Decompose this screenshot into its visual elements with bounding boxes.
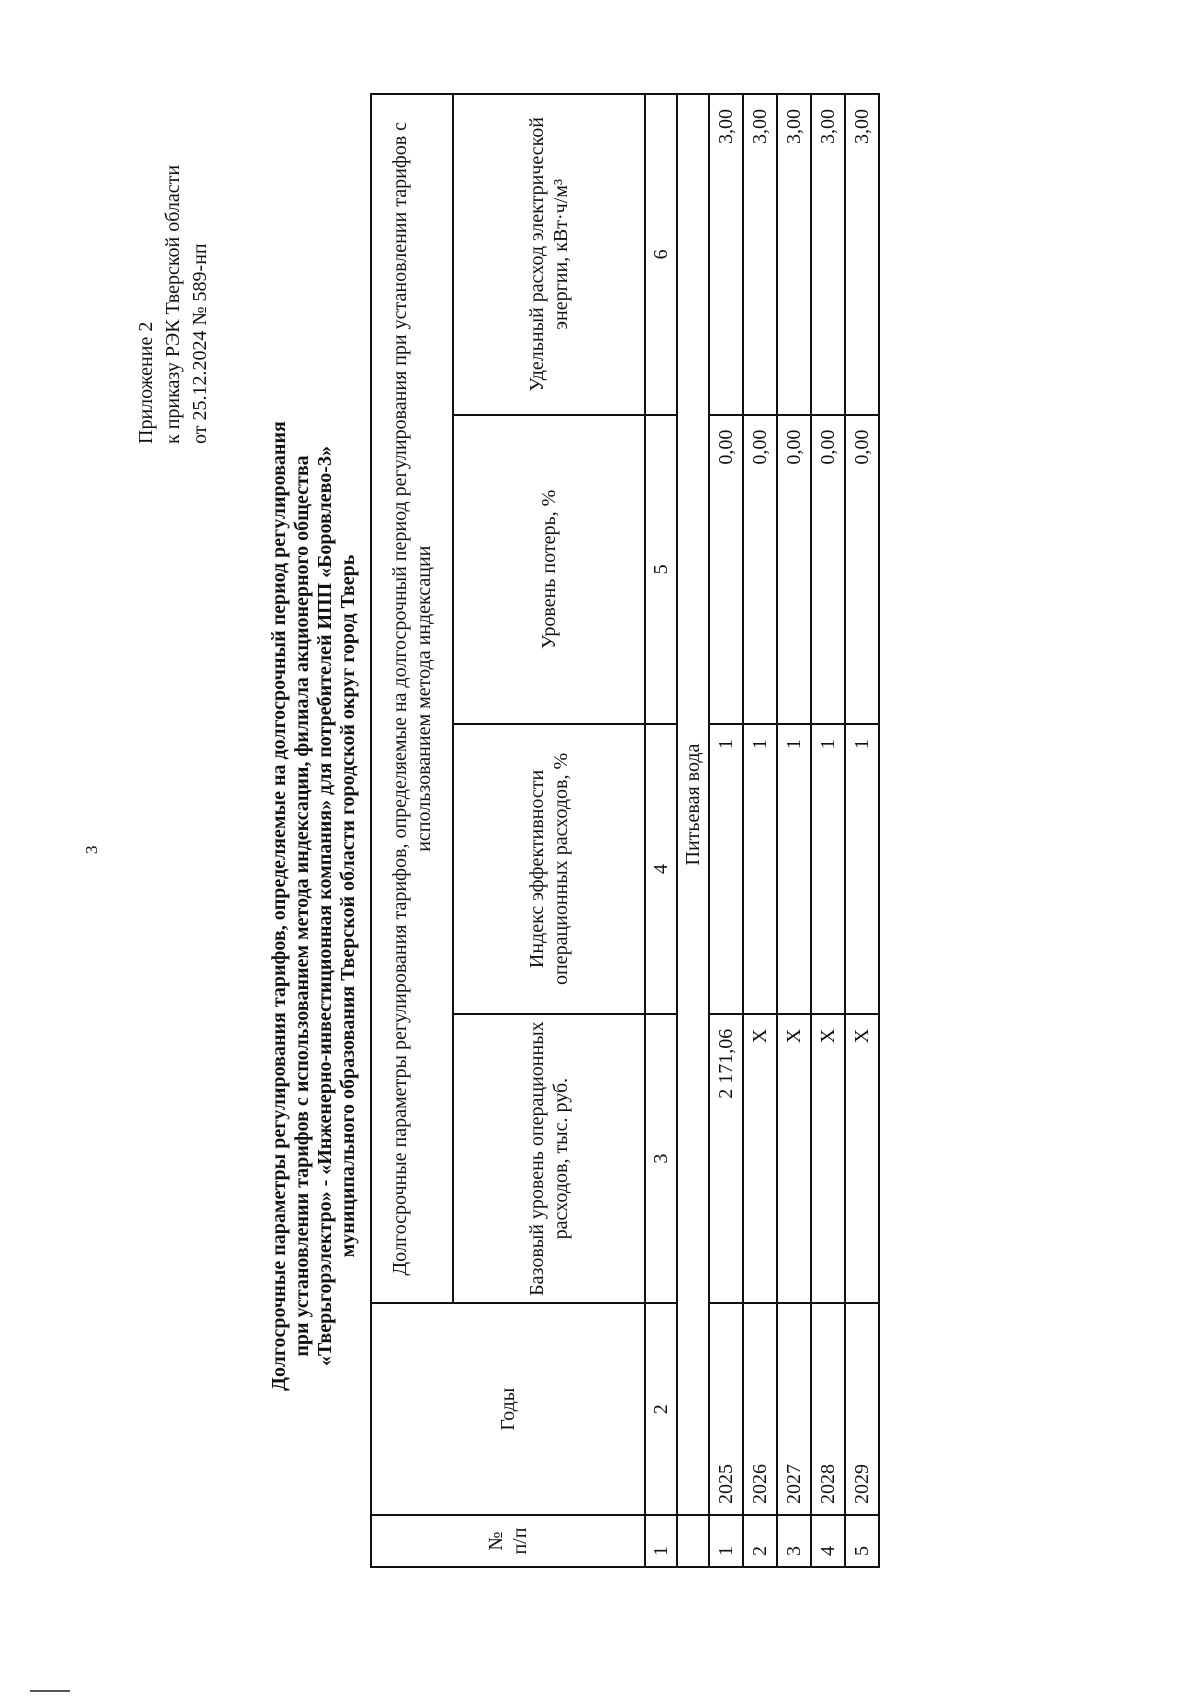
appendix-line: Приложение 2 bbox=[135, 321, 157, 444]
row-num: 1 bbox=[709, 1515, 743, 1567]
row-losses: 0,00 bbox=[709, 415, 743, 724]
column-number: 4 bbox=[645, 724, 677, 1014]
header-years: Годы bbox=[371, 1303, 645, 1515]
header-energy: Удельный расход электрической энергии, кВт·ч/м³ bbox=[453, 94, 645, 415]
header-efficiency-index: Индекс эффективности операционных расходов, % bbox=[453, 724, 645, 1014]
table-row bbox=[709, 94, 743, 1567]
page-number: 3 bbox=[82, 845, 101, 854]
row-energy: 3,00 bbox=[709, 94, 743, 415]
table-row bbox=[811, 94, 845, 1567]
row-year: 2028 bbox=[811, 1303, 845, 1515]
row-base-opex: Х bbox=[777, 1014, 811, 1304]
row-energy: 3,00 bbox=[743, 94, 777, 415]
row-base-opex: Х bbox=[845, 1014, 879, 1304]
row-year: 2027 bbox=[777, 1303, 811, 1515]
row-num: 4 bbox=[811, 1515, 845, 1567]
row-year: 2026 bbox=[743, 1303, 777, 1515]
parameters-table bbox=[370, 93, 880, 1568]
row-num: 2 bbox=[743, 1515, 777, 1567]
title-line: Долгосрочные параметры регулирования тарифов, определяемые на долгосрочный период регулирования bbox=[268, 421, 290, 1391]
row-losses: 0,00 bbox=[845, 415, 879, 724]
column-number: 5 bbox=[645, 415, 677, 724]
header-losses: Уровень потерь, % bbox=[453, 415, 645, 724]
row-base-opex: Х bbox=[811, 1014, 845, 1304]
header-base-opex: Базовый уровень операционных расходов, тыс. руб. bbox=[453, 1014, 645, 1304]
row-losses: 0,00 bbox=[777, 415, 811, 724]
row-energy: 3,00 bbox=[845, 94, 879, 415]
row-base-opex: Х bbox=[743, 1014, 777, 1304]
title-line: «Тверьгорэлектро» - «Инженерно-инвестиционная компания» для потребителей ИПП «Боровлево-3» bbox=[314, 446, 336, 1366]
title-line: при установлении тарифов с использованием метода индексации, филиала акционерного общества bbox=[291, 455, 313, 1357]
row-num: 5 bbox=[845, 1515, 879, 1567]
section-blank-cell bbox=[677, 1515, 709, 1567]
column-number: 6 bbox=[645, 94, 677, 415]
row-losses: 0,00 bbox=[743, 415, 777, 724]
row-energy: 3,00 bbox=[811, 94, 845, 415]
row-base-opex: 2 171,06 bbox=[709, 1014, 743, 1304]
row-efficiency-index: 1 bbox=[743, 724, 777, 1014]
row-num: 3 bbox=[777, 1515, 811, 1567]
appendix-line: к приказу РЭК Тверской области bbox=[162, 164, 184, 444]
scan-artifact bbox=[30, 1690, 70, 1692]
section-label: Питьевая вода bbox=[677, 94, 709, 1515]
row-efficiency-index: 1 bbox=[845, 724, 879, 1014]
row-year: 2025 bbox=[709, 1303, 743, 1515]
appendix-line: от 25.12.2024 № 589-нп bbox=[189, 243, 211, 444]
header-num: № п/п bbox=[371, 1515, 645, 1567]
row-year: 2029 bbox=[845, 1303, 879, 1515]
row-efficiency-index: 1 bbox=[811, 724, 845, 1014]
row-losses: 0,00 bbox=[811, 415, 845, 724]
table-row bbox=[845, 94, 879, 1567]
row-efficiency-index: 1 bbox=[709, 724, 743, 1014]
table-row bbox=[743, 94, 777, 1567]
column-number: 1 bbox=[645, 1515, 677, 1567]
table-row bbox=[777, 94, 811, 1567]
column-number: 2 bbox=[645, 1303, 677, 1515]
title-line: муниципального образования Тверской области городской округ город Тверь bbox=[337, 554, 359, 1258]
row-efficiency-index: 1 bbox=[777, 724, 811, 1014]
column-number: 3 bbox=[645, 1014, 677, 1304]
document-title bbox=[268, 256, 360, 1556]
header-group: Долгосрочные параметры регулирования тарифов, определяемые на долгосрочный период регулирования при установлении тарифов с использованием метода индексации bbox=[371, 94, 453, 1303]
appendix-block bbox=[133, 165, 214, 444]
row-energy: 3,00 bbox=[777, 94, 811, 415]
